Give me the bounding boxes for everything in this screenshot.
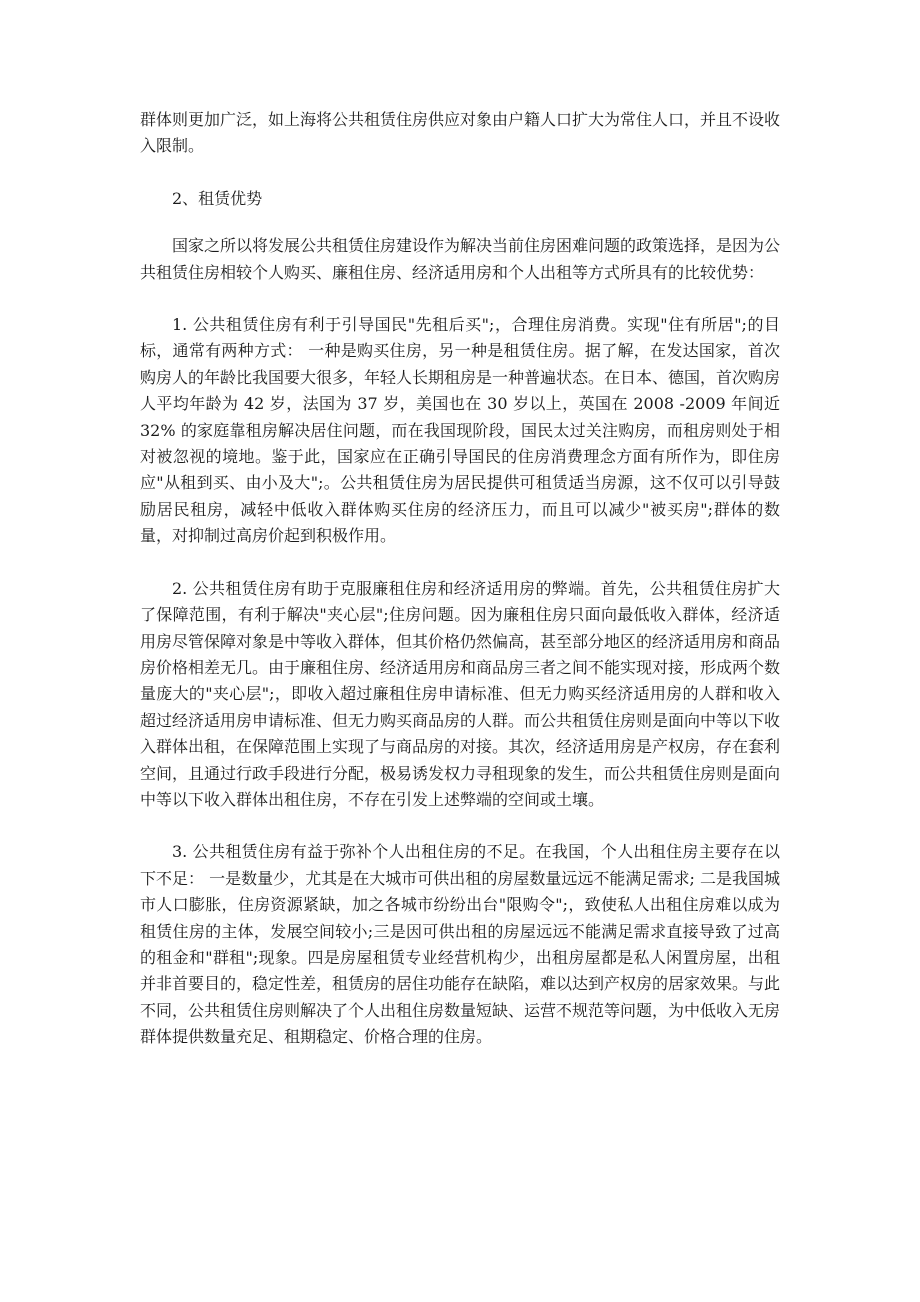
section-heading: 2、租赁优势 [172, 188, 263, 208]
paragraph-point-1: 1. 公共租赁住房有利于引导国民"先租后买";，合理住房消费。实现"住有所居";的目标，通常有两种方式： 一种是购买住房，另一种是租赁住房。据了解，在发达国家，首次购房人的年龄比我国要大很多，年轻人长期租房是一种普遍状态。在日本、德国，首次购房人平均年龄为 42 岁，法国为 37 岁，美国也在 30 岁以上，英国在 2008 -2009 年间近 32% 的家庭靠租房解决居住问题，而在我国现阶段，国民太过关注购房，而租房则处于相对被忽视的境地。鉴于此，国家应在正确引导国民的住房消费理念方面有所作为，即住房应"从租到买、由小及大";。公共租赁住房为居民提供可租赁适当房源，这不仅可以引导鼓励居民租房，减轻中低收入群体购买住房的经济压力，而且可以减少"被买房";群体的数量，对抑制过高房价起到积极作用。 [140, 315, 781, 546]
paragraph-point-2: 2. 公共租赁住房有助于克服廉租住房和经济适用房的弊端。首先，公共租赁住房扩大了保障范围，有利于解决"夹心层";住房问题。因为廉租住房只面向最低收入群体，经济适用房尽管保障对象是中等收入群体，但其价格仍然偏高，甚至部分地区的经济适用房和商品房价格相差无几。由于廉租住房、经济适用房和商品房三者之间不能实现对接，形成两个数量庞大的"夹心层";，即收入超过廉租住房申请标准、但无力购买经济适用房的人群和收入超过经济适用房申请标准、但无力购买商品房的人群。而公共租赁住房则是面向中等以下收入群体出租，在保障范围上实现了与商品房的对接。其次，经济适用房是产权房，存在套利空间，且通过行政手段进行分配，极易诱发权力寻租现象的发生，而公共租赁住房则是面向中等以下收入群体出租住房，不存在引发上述弊端的空间或土壤。 [140, 578, 781, 809]
paragraph-point-3: 3. 公共租赁住房有益于弥补个人出租住房的不足。在我国，个人出租住房主要存在以下不足： 一是数量少，尤其是在大城市可供出租的房屋数量远远不能满足需求; 二是我国城市人口膨胀，住房资源紧缺，加之各城市纷纷出台"限购令";，致使私人出租住房难以成为租赁住房的主体，发展空间较小;三是因可供出租的房屋远远不能满足需求直接导致了过高的租金和"群租";现象。四是房屋租赁专业经营机构少，出租房屋都是私人闲置房屋，出租并非首要目的，稳定性差，租赁房的居住功能存在缺陷，难以达到产权房的居家效果。与此不同，公共租赁住房则解决了个人出租住房数量短缺、运营不规范等问题，为中低收入无房群体提供数量充足、租期稳定、价格合理的住房。 [140, 842, 781, 1047]
paragraph-continuation: 群体则更加广泛，如上海将公共租赁住房供应对象由户籍人口扩大为常住人口，并且不设收入限制。 [140, 110, 781, 156]
paragraph-intro: 国家之所以将发展公共租赁住房建设作为解决当前住房困难问题的政策选择，是因为公共租赁住房相较个人购买、廉租住房、经济适用房和个人出租等方式所具有的比较优势： [140, 236, 781, 282]
document-body [140, 107, 780, 1077]
